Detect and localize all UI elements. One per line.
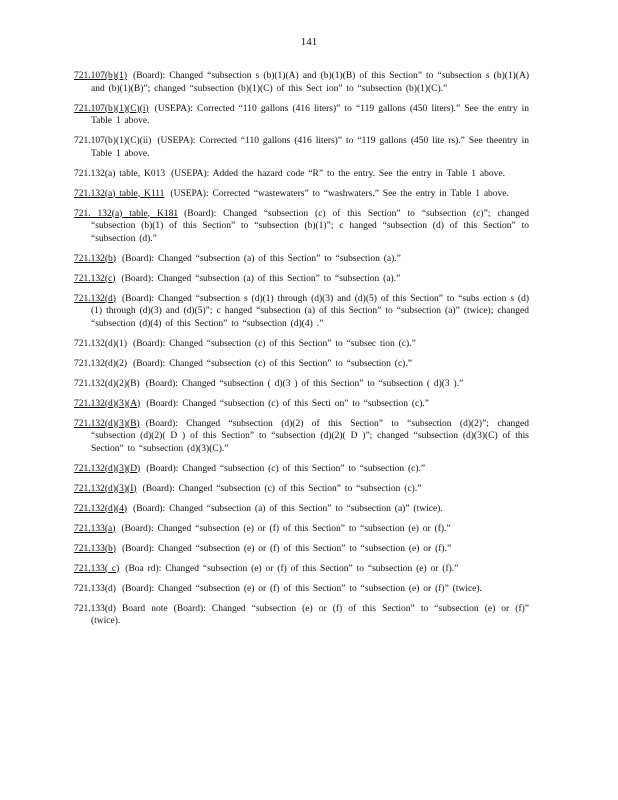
change-description: (Board): Changed “subsection (d)(2) of this Section” to “subsection (d)(2)”; changed “subsection (d)(2)( D ) of this Section” to “subsection (d)(2)( D )”; changed “subsection (d)(3)(C) of this Section” to “subsection (d)(3)(C).” <box>91 418 529 454</box>
change-description: (Board): Changed “subsection (c) of this Section” to “subsection (c).” <box>142 483 422 494</box>
change-entry <box>74 208 529 246</box>
section-reference: 721.132(d)(3)(D) <box>74 463 141 474</box>
change-entry <box>74 603 529 628</box>
change-entry <box>74 503 529 516</box>
section-reference: 721.132(a) table, K013 <box>74 168 166 179</box>
change-description: (Board): Changed “subsection s (b)(1)(A) and (b)(1)(B) of this Section” to “subsection s (b)(1)(A) and (b)(1)(B)”; changed “subsection (b)(1)(C) of this Sect ion” to “subsection (b)(1)(C).” <box>91 71 529 94</box>
change-description: (Board): Changed “subsection (c) of this Section” to “subsection (c).” <box>133 358 412 369</box>
section-reference: 721.107(b)(1) <box>74 71 128 81</box>
section-reference: 721.133( c) <box>74 563 120 574</box>
section-reference: 721.132(a) table, K111 <box>74 188 165 199</box>
change-entry <box>74 358 529 371</box>
change-description: (Board): Changed “subsection (c) of this Section” to “subsec tion (c).” <box>133 338 416 349</box>
change-description: (USEPA): Corrected “110 gallons (416 liters)” to “119 gallons (450 liters).” See the entry in Table 1 above. <box>91 103 529 126</box>
section-reference: 721.132(d)(3)(I) <box>74 483 137 494</box>
section-reference: 721.132(d)(2) <box>74 358 128 369</box>
section-reference: 721.133(a) <box>74 523 116 534</box>
change-description: (USEPA): Corrected “110 gallons (416 liters)” to “119 gallons (450 lite rs).” See theentry in Table 1 above. <box>91 136 529 159</box>
change-description: (Board): Changed “subsection (c) of this Secti on” to “subsection (c).” <box>146 398 429 409</box>
change-description: (USEPA): Corrected “wastewaters” to “washwaters.” See the entry in Table 1 above. <box>170 188 509 199</box>
change-entry <box>74 378 529 391</box>
change-entry <box>74 398 529 411</box>
change-description: (Board): Changed “subsection (a) of this Section” to “subsection (a).” <box>121 253 401 264</box>
change-description: (Board): Changed “subsection (a) of this Section” to “subsection (a)” (twice). <box>133 503 443 514</box>
change-description: (Boa rd): Changed “subsection (e) or (f) of this Section” to “subsection (e) or (f).” <box>125 563 459 574</box>
change-description: (USEPA): Added the hazard code “R” to the entry. See the entry in Table 1 above. <box>171 168 505 179</box>
section-reference: 721.132(d)(3)(A) <box>74 398 141 409</box>
page-number: 141 <box>300 36 318 48</box>
section-reference: 721.107(b)(1)(C)(ii) <box>74 136 152 146</box>
change-entry <box>74 188 529 201</box>
section-reference: 721.132(d)(4) <box>74 503 128 514</box>
change-entry <box>74 483 529 496</box>
change-description: (Board): Changed “subsection (e) or (f) of this Section” to “subsection (e) or (f)” (twice). <box>121 583 482 594</box>
change-entry <box>74 418 529 456</box>
section-reference: 721.132(c) <box>74 273 116 284</box>
change-description: (Board): Changed “subsection s (d)(1) through (d)(3) and (d)(5) of this Section” to “subs ection s (d)(1) through (d)(3) and (d)(5)”; c hanged “subsection (a) of this Section” to “subsection (a)” (twice); changed “subsection (d)(4) of this Section” to “subsection (d)(4) .” <box>91 293 529 329</box>
change-entry <box>74 135 529 160</box>
change-description: (Board): Changed “subsection (a) of this Section” to “subsection (a).” <box>121 273 401 284</box>
change-entry <box>74 168 529 181</box>
change-entry <box>74 543 529 556</box>
change-entry <box>74 463 529 476</box>
section-reference: 721.132(d) <box>74 293 116 304</box>
section-reference: 721.132(d)(2)(B) <box>74 378 140 389</box>
section-reference: 721.133(d) <box>74 603 116 614</box>
change-entry <box>74 253 529 266</box>
change-entry <box>74 70 529 95</box>
section-reference: 721.133(b) <box>74 543 116 554</box>
change-entry <box>74 563 529 576</box>
change-description: (Board): Changed “subsection ( d)(3 ) of this Section” to “subsection ( d)(3 ).” <box>145 378 464 389</box>
change-entry <box>74 103 529 128</box>
change-entry <box>74 338 529 351</box>
section-reference: 721.132(d)(3)(B) <box>74 418 140 429</box>
change-entry <box>74 293 529 331</box>
change-description: (Board): Changed “subsection (e) or (f) of this Section” to “subsection (e) or (f).” <box>121 543 452 554</box>
section-reference: 721.132(b) <box>74 253 116 264</box>
change-entry <box>74 583 529 596</box>
change-entries-list <box>74 70 529 635</box>
change-description: (Board): Changed “subsection (e) or (f) of this Section” to “subsection (e) or (f).” <box>121 523 451 534</box>
section-reference: 721.133(d) <box>74 583 116 594</box>
change-description: Board note (Board): Changed “subsection (e) or (f) of this Section” to “subsection (e) or (f)” (twice). <box>91 603 529 626</box>
section-reference: 721.107(b)(1)(C)(i) <box>74 103 149 114</box>
change-entry <box>74 523 529 536</box>
change-entry <box>74 273 529 286</box>
section-reference: 721. 132(a) table, K181 <box>74 208 179 219</box>
change-description: (Board): Changed “subsection (c) of this Section” to “subsection (c).” <box>146 463 426 474</box>
section-reference: 721.132(d)(1) <box>74 338 128 349</box>
change-description: (Board): Changed “subsection (c) of this Section” to “subsection (c)”; changed “subsection (b)(1) of this Section” to “subsection (b)(1)”; c hanged “subsection (d) of this Section” to “subsection (d).” <box>91 208 529 244</box>
